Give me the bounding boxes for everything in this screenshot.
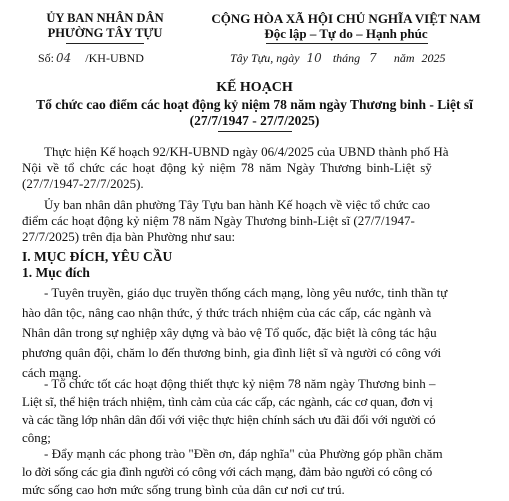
text-line: phương quân đội, chăm lo đến thương binh, gia đình liệt sĩ và người có công với: [22, 345, 442, 360]
text-line: Ủy ban nhân dân phường Tây Tựu ban hành Kế hoạch về việc tổ chức cao: [44, 197, 430, 212]
intro-paragraph-1: [22, 144, 484, 192]
text-line: 27/7/2025) trên địa bàn Phường như sau:: [22, 229, 236, 244]
place-date: [230, 51, 445, 66]
document-title-line1: Tổ chức cao điểm các hoạt động kỷ niệm 78 năm ngày Thương binh - Liệt sĩ: [36, 97, 473, 112]
text-line: - Đẩy mạnh các phong trào "Đền ơn, đáp nghĩa" của Phường góp phần chăm: [44, 446, 443, 461]
text-line: cách mạng.: [22, 365, 82, 380]
doc-number-label: Số:: [38, 51, 55, 65]
text-line: và các tầng lớp nhân dân đối với việc thực hiện chính sách ưu đãi đối với người có: [22, 412, 436, 427]
motto-underline: [266, 43, 428, 44]
text-line: Thực hiện Kế hoạch 92/KH-UBND ngày 06/4/2025 của UBND thành phố Hà: [44, 144, 449, 159]
motto: Độc lập – Tự do – Hạnh phúc: [264, 26, 428, 41]
text-line: lo đời sống các gia đình người có công với cách mạng, đảm bảo người có công có: [22, 464, 433, 479]
intro-paragraph-2: [22, 197, 484, 245]
org-name-line1: ỦY BAN NHÂN DÂN: [46, 11, 164, 25]
doc-number: [38, 51, 144, 66]
year-label: năm: [393, 51, 415, 65]
month-label: tháng: [332, 51, 361, 65]
document-type: KẾ HOẠCH: [216, 80, 293, 95]
section-heading: I. MỤC ĐÍCH, YÊU CẦU: [22, 249, 173, 264]
text-line: Nội về tổ chức các hoạt động kỷ niệm 78 năm Ngày Thương binh-Liệt sỹ: [22, 160, 432, 175]
purpose-item-1: [22, 283, 484, 383]
text-line: Liệt sĩ, thể hiện trách nhiệm, tình cảm của các cấp, các ngành, các cơ quan, đơn vị: [22, 394, 433, 409]
purpose-item-3: [22, 445, 484, 499]
org-underline: [66, 43, 144, 44]
doc-number-suffix: /KH-UBND: [85, 51, 144, 65]
date-year: 2025: [421, 51, 446, 65]
date-month: 7: [369, 51, 377, 65]
date-day: 10: [306, 51, 322, 65]
text-line: hào dân tộc, nâng cao nhận thức, ý thức trách nhiệm của các cấp, các ngành và: [22, 305, 432, 320]
place-label: Tây Tựu, ngày: [230, 51, 300, 65]
text-line: điểm các hoạt động kỷ niệm 78 năm Ngày Thương binh-Liệt sĩ (27/7/1947-: [22, 213, 415, 228]
doc-number-value: 04: [56, 51, 72, 65]
text-line: (27/7/1947-27/7/2025).: [22, 176, 144, 191]
document-title-line2: (27/7/1947 - 27/7/2025): [189, 113, 320, 128]
org-name-line2: PHƯỜNG TÂY TỰU: [47, 26, 163, 40]
subsection-heading: 1. Mục đích: [22, 265, 90, 280]
text-line: công;: [22, 430, 51, 445]
text-line: Nhân dân trong sự nghiệp xây dựng và bảo vệ Tổ quốc, đặc biệt là công tác hậu: [22, 325, 437, 340]
title-underline: [218, 131, 292, 132]
text-line: - Tuyên truyền, giáo dục truyền thống cách mạng, lòng yêu nước, tinh thần tự: [44, 285, 448, 300]
text-line: - Tổ chức tốt các hoạt động thiết thực kỷ niệm 78 năm ngày Thương binh –: [44, 376, 436, 391]
purpose-item-2: [22, 375, 484, 447]
nation-title: CỘNG HÒA XÃ HỘI CHỦ NGHĨA VIỆT NAM: [211, 11, 481, 26]
text-line: mức sống cao hơn mức sống trung bình của dân cư nơi cư trú.: [22, 482, 345, 497]
